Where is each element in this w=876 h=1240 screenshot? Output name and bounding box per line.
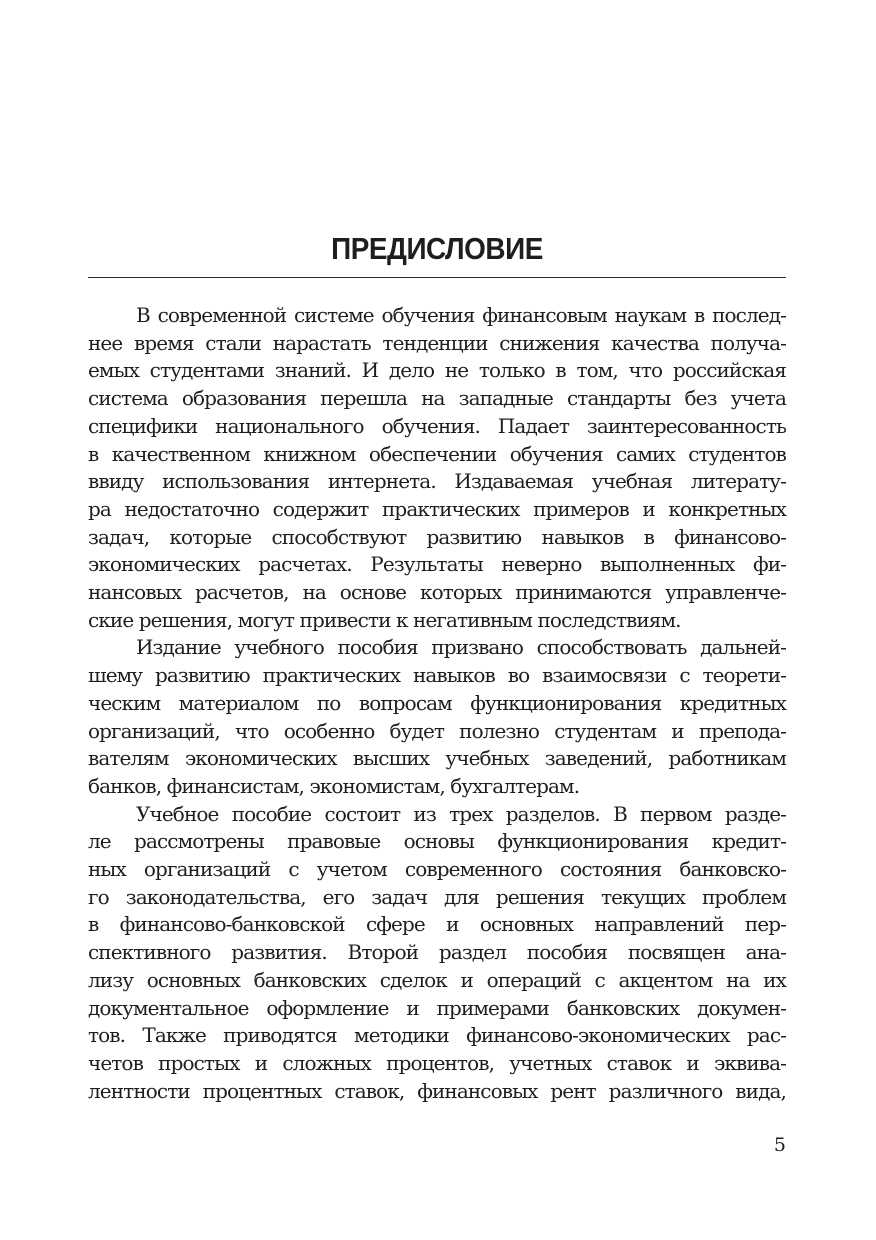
text-line: емых студентами знаний. И дело не только в том, что российская (88, 358, 786, 383)
text-line: ра недостаточно содержит практических примеров и конкретных (88, 496, 786, 521)
paragraph-1 (88, 302, 786, 634)
paragraph-2 (88, 634, 786, 800)
body-text (88, 302, 786, 1105)
text-line: нее время стали нарастать тенденции снижения качества получа- (88, 330, 786, 355)
text-line: го законодательства, его задач для решения текущих проблем (88, 884, 786, 909)
text-line: банков, финансистам, экономистам, бухгалтерам. (88, 773, 580, 798)
text-line: ле рассмотрены правовые основы функционирования кредит- (88, 829, 786, 854)
text-line: ных организаций с учетом современного состояния банковско- (88, 857, 786, 882)
text-line: организаций, что особенно будет полезно студентам и препода- (88, 718, 786, 743)
text-line: Издание учебного пособия призвано способствовать дальней- (136, 635, 786, 660)
text-line: задач, которые способствуют развитию навыков в финансово- (88, 524, 786, 549)
text-line: Учебное пособие состоит из трех разделов. В первом разде- (136, 801, 786, 826)
text-line: вателям экономических высших учебных заведений, работникам (88, 746, 786, 771)
text-line: документальное оформление и примерами банковских докумен- (88, 995, 786, 1020)
text-line: лизу основных банковских сделок и операций с акцентом на их (88, 967, 786, 992)
text-line: система образования перешла на западные стандарты без учета (88, 386, 786, 411)
text-line: специфики национального обучения. Падает заинтересованность (88, 413, 786, 438)
text-line: четов простых и сложных процентов, учетных ставок и эквива- (88, 1050, 786, 1075)
text-line: тов. Также приводятся методики финансово-экономических рас- (88, 1023, 786, 1048)
text-line: лентности процентных ставок, финансовых рент различного вида, (88, 1078, 786, 1103)
text-line: в качественном книжном обеспечении обучения самих студентов (88, 441, 786, 466)
page-title: ПРЕДИСЛОВИЕ (331, 231, 543, 266)
text-line: ские решения, могут привести к негативным последствиям. (88, 607, 681, 632)
paragraph-3 (88, 801, 786, 1106)
text-line: экономических расчетах. Результаты неверно выполненных фи- (88, 552, 786, 577)
page-number: 5 (773, 1134, 786, 1156)
text-line: спективного развития. Второй раздел пособия посвящен ана- (88, 940, 786, 965)
text-line: В современной системе обучения финансовым наукам в послед- (136, 303, 786, 327)
title-underline (88, 277, 786, 278)
text-line: ввиду использования интернета. Издаваемая учебная литерату- (88, 469, 786, 494)
text-line: ческим материалом по вопросам функционирования кредитных (88, 690, 786, 715)
text-line: шему развитию практических навыков во взаимосвязи с теорети- (88, 663, 786, 688)
text-line: в финансово-банковской сфере и основных направлений пер- (88, 912, 786, 937)
text-line: нансовых расчетов, на основе которых принимаются управленче- (88, 580, 786, 605)
